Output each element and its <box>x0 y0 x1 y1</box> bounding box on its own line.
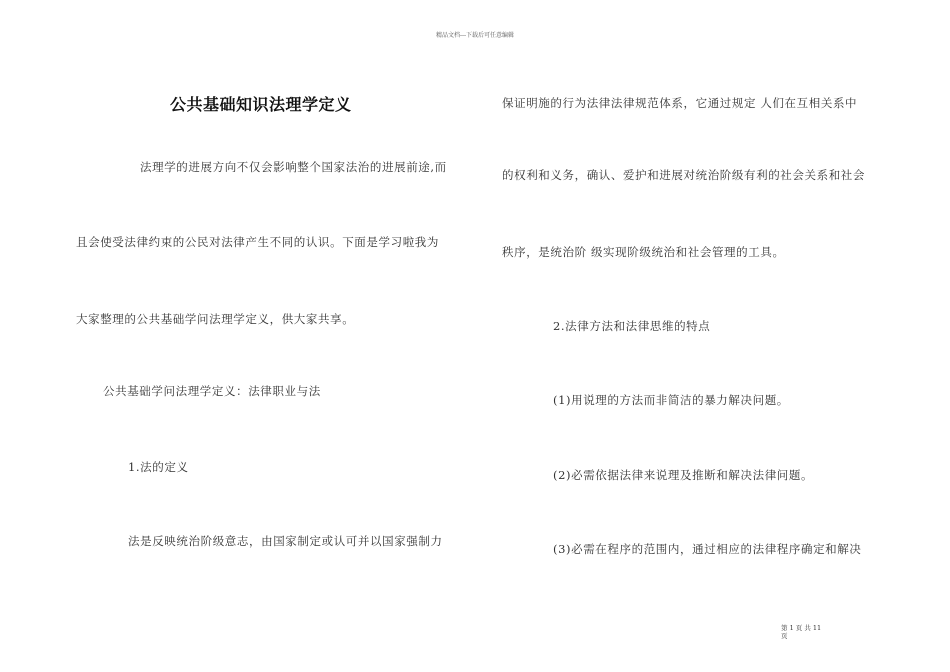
page-number-line-2: 页 <box>781 632 788 640</box>
right-paragraph-line-1: 保证明施的行为法律法律规范体系，它通过规定 人们在互相关系中 <box>502 96 858 110</box>
left-subheading-law-definition: 1.法的定义 <box>128 460 189 474</box>
right-list-item-3: (3)必需在程序的范围内，通过相应的法律程序确定和解决 <box>553 542 862 556</box>
right-paragraph-line-2: 的权利和义务，确认、爱护和进展对统治阶级有利的社会关系和社会 <box>502 168 865 182</box>
left-section-heading: 公共基础学问法理学定义：法律职业与法 <box>103 384 321 398</box>
left-paragraph-line-2: 且会使受法律约束的公民对法律产生不同的认识。下面是学习啦我为 <box>76 235 439 249</box>
left-paragraph-line-1: 法理学的进展方向不仅会影响整个国家法治的进展前途,而 <box>140 160 447 174</box>
page-header: 精品文档---下载后可任意编辑 <box>435 32 515 39</box>
left-paragraph-line-4: 法是反映统治阶级意志，由国家制定或认可并以国家强制力 <box>128 534 443 548</box>
right-list-item-1: (1)用说理的方法而非简洁的暴力解决问题。 <box>553 393 789 407</box>
page-number-line-1: 第 1 页 共 11 <box>781 624 822 632</box>
left-paragraph-line-3: 大家整理的公共基础学问法理学定义，供大家共享。 <box>76 312 355 326</box>
page-number <box>781 624 821 640</box>
right-subheading-methods: 2.法律方法和法律思维的特点 <box>553 319 711 333</box>
right-list-item-2: (2)必需依据法律来说理及推断和解决法律问题。 <box>553 468 814 482</box>
right-paragraph-line-3: 秩序，是统治阶 级实现阶级统治和社会管理的工具。 <box>502 245 785 259</box>
document-title: 公共基础知识法理学定义 <box>170 95 352 114</box>
